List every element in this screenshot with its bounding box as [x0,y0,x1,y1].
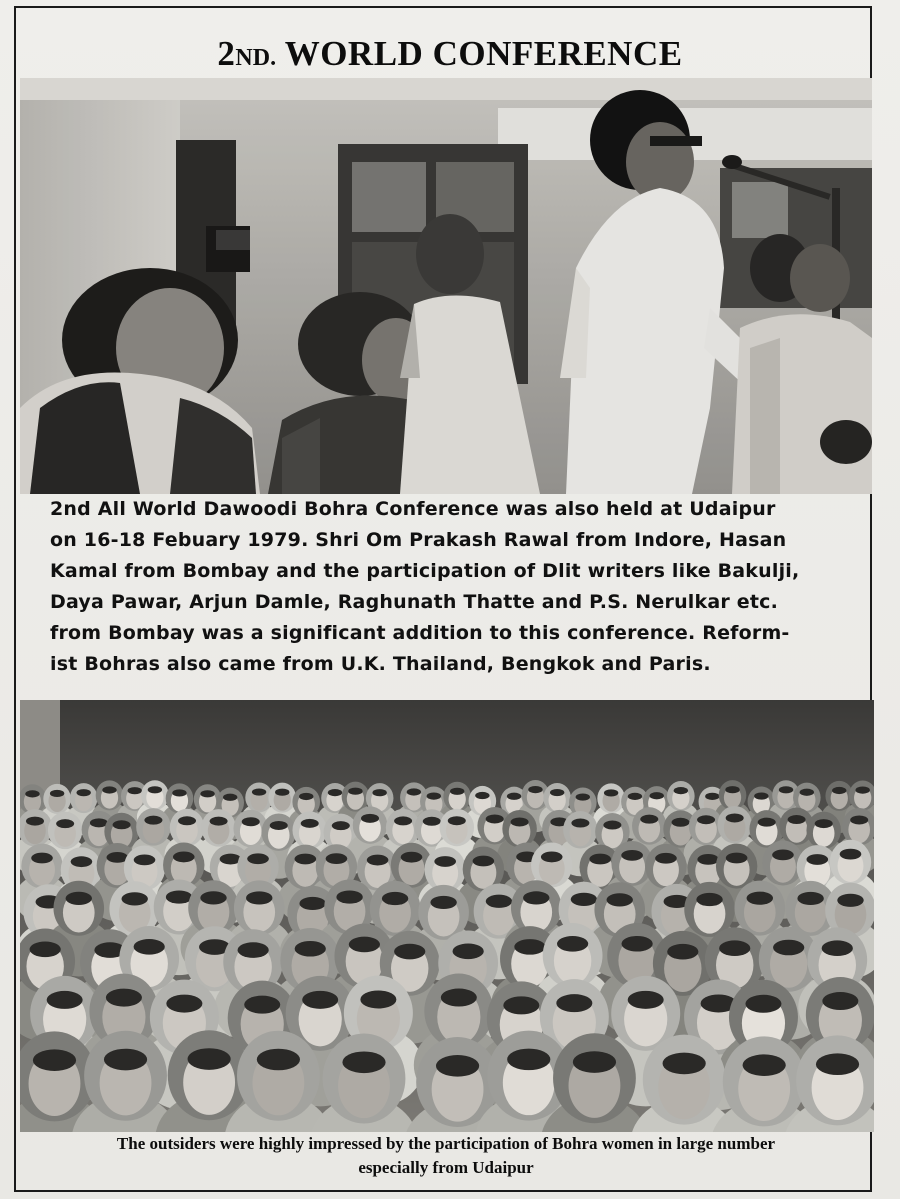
audience-member-hair [450,788,464,795]
audience-member-hair [223,794,237,801]
audience-member-hair [247,853,269,864]
audience-member-hair [541,852,563,863]
audience-member-hair [507,1049,550,1071]
speaker-photo-illustration [20,78,872,494]
audience-member-hair [148,786,162,793]
audience-member-hair [604,789,618,796]
audience-member-hair [550,789,564,796]
audience-member-hair [172,789,186,796]
audience-member-hair [66,892,92,905]
audience-member-hair [332,821,350,830]
audience-member-hair [667,944,698,960]
audience-member-hair [773,940,804,956]
audience-member-hair [705,793,719,800]
audience-member-hair [128,787,142,794]
audience-member-hair [326,853,348,864]
title-rest: WORLD CONFERENCE [276,34,683,73]
audience-member-hair [607,893,633,906]
audience-member-hair [166,890,192,903]
page-title [0,34,900,74]
audience-member-hair [102,786,116,793]
audience-member-hair [47,991,83,1009]
audience-member-hair [295,854,317,865]
audience-member-hair [113,820,131,829]
audience-member-hair [430,896,456,909]
audience-member-hair [238,942,269,958]
audience-member-hair [571,819,589,828]
audience-member-hair [360,990,396,1008]
bottom-caption [20,1132,872,1180]
audience-member-hair [822,940,853,956]
audience-member-hair [342,1051,385,1073]
audience-member-hair [855,786,869,793]
audience-member-hair [299,897,325,910]
audience-member-hair [503,996,539,1014]
audience-member-hair [328,789,342,796]
audience-member-hair [394,944,425,960]
audience-member-hair [779,786,793,793]
audience-member-hair [144,816,162,825]
audience-member-hair [816,1053,859,1075]
audience-member-hair [850,815,868,824]
audience-member-hair [178,816,196,825]
audience-member-hair [650,792,664,799]
audience-member-hair [573,1051,616,1073]
audience-member-hair [603,821,621,830]
audience-member-hair [382,892,408,905]
audience-member-hair [367,855,389,866]
audience-member-hair [122,892,148,905]
audience-member-hair [257,1049,300,1071]
audience-member-hair [800,789,814,796]
audience-member-hair [788,815,806,824]
audience-member-hair [134,854,156,865]
bottom-caption-line: especially from Udaipur [358,1158,534,1177]
audience-member-hair [672,818,690,827]
audience-member-hair [807,854,829,865]
caption-line: 2nd All World Dawoodi Bohra Conference was also held at Udaipur [50,498,776,520]
audience-member-hair [511,817,529,826]
audience-member-hair [523,891,549,904]
audience-member-hair [797,892,823,905]
audience-member-hair [571,893,597,906]
audience-member-hair [719,940,750,956]
audience-member-hair [210,817,228,826]
audience-member-hair [528,786,542,793]
audience-member-hair [840,849,862,860]
audience-member-hair [394,816,412,825]
audience-member-hair [822,992,858,1010]
audience-member-hair [772,849,794,860]
audience-member-hair [76,789,90,796]
audience-member-hair [242,817,260,826]
audience-member-hair [134,939,165,955]
audience-member-hair [434,856,456,867]
audience-member-hair [252,788,266,795]
audience-member-hair [441,989,477,1007]
audience-member-hair [557,936,588,952]
audience-member-hair [743,1054,786,1076]
women-audience-photo [20,700,874,1132]
audience-member-hair [448,816,466,825]
audience-member-hair [674,787,688,794]
caption-line: on 16-18 Febuary 1979. Shri Om Prakash Rawal from Indore, Hasan [50,529,787,551]
audience-member-hair [758,818,776,827]
audience-member-hair [25,790,39,797]
audience-member-hair [589,854,611,865]
audience-member-hair [295,941,326,957]
audience-member-hair [31,853,53,864]
audience-member-hair [372,789,386,796]
audience-member-hair [302,991,338,1009]
audience-member-hair [30,942,61,958]
audience-member-hair [726,813,744,822]
audience-member-hair [275,789,289,796]
title-prefix: 2 [217,34,236,73]
audience-member-hair [832,787,846,794]
audience-member-hair [270,821,288,830]
audience-member-hair [427,793,441,800]
main-caption [32,494,870,694]
bottom-caption-line: The outsiders were highly impressed by the participation of Bohra women in large number [116,1134,776,1153]
audience-member-hair [725,786,739,793]
audience-member-hair [655,853,677,864]
audience-member-hair [514,939,545,955]
audience-member-hair [696,893,722,906]
audience-member-hair [349,937,380,953]
audience-member-hair [475,792,489,799]
audience-member-hair [407,788,421,795]
audience-member-hair [244,996,280,1014]
audience-member-hair [622,936,653,952]
audience-member-hair [473,856,495,867]
audience-member-hair [423,817,441,826]
audience-member-hair [628,793,642,800]
audience-member-hair [576,793,590,800]
audience-member-hair [697,854,719,865]
audience-member-hair [71,856,93,867]
audience-member-hair [453,943,484,959]
audience-member-hair [697,815,715,824]
caption-line: from Bombay was a significant addition to this conference. Reform- [50,622,790,644]
audience-member-hair [166,995,202,1013]
audience-member-hair [104,1049,147,1071]
audience-member-hair [556,994,592,1012]
audience-member-hair [507,793,521,800]
caption-line: Kamal from Bombay and the participation of Dlit writers like Bakulji, [50,560,800,582]
audience-member-hair [837,894,863,907]
audience-member-hair [745,995,781,1013]
audience-member-hair [401,852,423,863]
audience-member-hair [50,790,64,797]
audience-member-hair [188,1048,231,1070]
audience-member-hair [436,1055,479,1077]
audience-member-hair [361,814,379,823]
audience-member-hair [336,890,362,903]
audience-member-hair [348,788,362,795]
audience-member-hair [56,819,74,828]
audience-member-hair [301,819,319,828]
audience-member-hair [486,814,504,823]
audience-member-hair [640,815,658,824]
audience-member-hair [621,850,643,861]
audience-member-hair [200,891,226,904]
caption-line: ist Bohras also came from U.K. Thailand, Bengkok and Paris. [50,653,711,675]
audience-member-hair [747,892,773,905]
caption-line: Daya Pawar, Arjun Damle, Raghunath Thatte and P.S. Nerulkar etc. [50,591,778,613]
audience-member-hair [754,792,768,799]
audience-member-hair [106,989,142,1007]
audience-member-hair [200,790,214,797]
audience-member-hair [26,817,44,826]
audience-member-hair [299,793,313,800]
audience-member-hair [726,853,748,864]
audience-member-hair [246,891,272,904]
audience-member-hair [815,819,833,828]
title-ordinal: ND. [235,45,277,71]
audience-member-hair [173,852,195,863]
audience-member-hair [486,895,512,908]
audience-member-hair [663,1053,706,1075]
conference-speaker-photo [20,78,872,494]
audience-member-hair [628,991,664,1009]
audience-member-hair [33,1049,76,1071]
audience-photo-illustration [20,700,874,1132]
